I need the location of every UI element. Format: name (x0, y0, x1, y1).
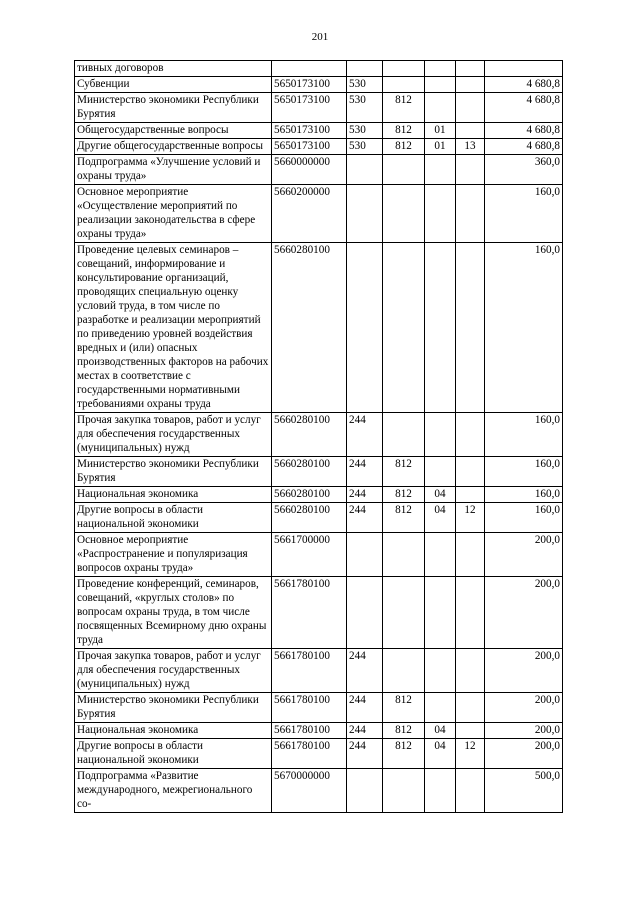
row-subsection-cell (456, 155, 485, 185)
row-expense-type-cell: 244 (347, 723, 383, 739)
row-ministry-cell: 812 (383, 739, 425, 769)
table-row (75, 577, 563, 649)
row-ministry-cell (383, 533, 425, 577)
row-name-cell: Основное мероприятие «Распространение и популяризация вопросов охраны труда» (75, 533, 272, 577)
row-subsection-cell: 12 (456, 503, 485, 533)
table-row (75, 77, 563, 93)
table-row (75, 723, 563, 739)
row-ministry-cell (383, 185, 425, 243)
row-section-cell (425, 243, 456, 413)
row-section-cell (425, 413, 456, 457)
row-code-cell: 5661780100 (272, 739, 347, 769)
row-code-cell: 5660280100 (272, 487, 347, 503)
row-expense-type-cell: 244 (347, 739, 383, 769)
row-section-cell (425, 533, 456, 577)
row-subsection-cell (456, 123, 485, 139)
row-code-cell: 5650173100 (272, 77, 347, 93)
row-sum-cell (485, 61, 563, 77)
row-expense-type-cell (347, 243, 383, 413)
row-sum-cell: 160,0 (485, 503, 563, 533)
row-subsection-cell (456, 533, 485, 577)
row-name-cell: Другие общегосударственные вопросы (75, 139, 272, 155)
row-section-cell: 01 (425, 139, 456, 155)
row-name-cell: Министерство экономики Республики Бурятия (75, 457, 272, 487)
row-subsection-cell (456, 693, 485, 723)
row-section-cell: 04 (425, 503, 456, 533)
row-name-cell: Проведение конференций, семинаров, совещаний, «круглых столов» по вопросам охраны труда, в том числе посвященных Всемирному дню охраны труда (75, 577, 272, 649)
row-code-cell: 5661780100 (272, 693, 347, 723)
row-subsection-cell (456, 649, 485, 693)
table-row (75, 649, 563, 693)
row-expense-type-cell: 244 (347, 649, 383, 693)
row-code-cell: 5661780100 (272, 649, 347, 693)
row-ministry-cell: 812 (383, 139, 425, 155)
row-ministry-cell (383, 649, 425, 693)
row-expense-type-cell (347, 577, 383, 649)
row-ministry-cell: 812 (383, 93, 425, 123)
row-expense-type-cell: 530 (347, 77, 383, 93)
row-expense-type-cell (347, 185, 383, 243)
table-row (75, 533, 563, 577)
row-sum-cell: 160,0 (485, 413, 563, 457)
row-name-cell: Проведение целевых семинаров – совещаний, информирование и консультирование организаций, проводящих специальную оценку условий труда, в том числе по разработке и реализации мероприятий по приведению уровней воздействия вредных и (или) опасных производственных факторов на рабочих местах в соответствие с государственными нормативными требованиями охраны труда (75, 243, 272, 413)
table-row (75, 93, 563, 123)
row-code-cell: 5660280100 (272, 243, 347, 413)
row-expense-type-cell (347, 533, 383, 577)
row-code-cell: 5661780100 (272, 577, 347, 649)
table-row (75, 413, 563, 457)
row-name-cell: Подпрограмма «Развитие международного, межрегионального со- (75, 769, 272, 813)
row-code-cell: 5650173100 (272, 139, 347, 155)
row-name-cell: Министерство экономики Республики Бурятия (75, 93, 272, 123)
row-subsection-cell (456, 185, 485, 243)
row-sum-cell: 360,0 (485, 155, 563, 185)
row-name-cell: Общегосударственные вопросы (75, 123, 272, 139)
row-section-cell (425, 577, 456, 649)
row-subsection-cell (456, 77, 485, 93)
row-ministry-cell (383, 61, 425, 77)
row-section-cell: 04 (425, 487, 456, 503)
row-section-cell (425, 77, 456, 93)
row-expense-type-cell: 530 (347, 139, 383, 155)
table-row (75, 61, 563, 77)
row-expense-type-cell: 244 (347, 503, 383, 533)
row-section-cell (425, 649, 456, 693)
row-code-cell: 5660280100 (272, 503, 347, 533)
row-sum-cell: 200,0 (485, 723, 563, 739)
table-row (75, 693, 563, 723)
table-row (75, 243, 563, 413)
row-subsection-cell (456, 61, 485, 77)
row-ministry-cell (383, 243, 425, 413)
row-sum-cell: 160,0 (485, 243, 563, 413)
row-code-cell: 5650173100 (272, 93, 347, 123)
row-expense-type-cell (347, 155, 383, 185)
row-sum-cell: 4 680,8 (485, 123, 563, 139)
row-section-cell (425, 185, 456, 243)
row-section-cell (425, 61, 456, 77)
table-row (75, 185, 563, 243)
row-expense-type-cell: 530 (347, 93, 383, 123)
row-subsection-cell: 13 (456, 139, 485, 155)
row-ministry-cell (383, 77, 425, 93)
table-row (75, 139, 563, 155)
row-sum-cell: 200,0 (485, 739, 563, 769)
table-row (75, 123, 563, 139)
row-name-cell: Национальная экономика (75, 487, 272, 503)
row-subsection-cell (456, 243, 485, 413)
row-subsection-cell: 12 (456, 739, 485, 769)
row-section-cell: 04 (425, 723, 456, 739)
row-name-cell: Министерство экономики Республики Бурятия (75, 693, 272, 723)
row-code-cell: 5660200000 (272, 185, 347, 243)
row-subsection-cell (456, 413, 485, 457)
table-row (75, 739, 563, 769)
table-row (75, 457, 563, 487)
row-section-cell (425, 693, 456, 723)
row-code-cell (272, 61, 347, 77)
row-ministry-cell (383, 577, 425, 649)
row-code-cell: 5661780100 (272, 723, 347, 739)
row-subsection-cell (456, 93, 485, 123)
table-row (75, 155, 563, 185)
row-ministry-cell (383, 155, 425, 185)
page-number: 201 (311, 31, 329, 43)
row-name-cell: Подпрограмма «Улучшение условий и охраны труда» (75, 155, 272, 185)
row-sum-cell: 4 680,8 (485, 93, 563, 123)
row-section-cell (425, 769, 456, 813)
row-sum-cell: 200,0 (485, 649, 563, 693)
row-sum-cell: 200,0 (485, 693, 563, 723)
row-sum-cell: 160,0 (485, 487, 563, 503)
budget-table-body (75, 61, 563, 813)
row-expense-type-cell (347, 61, 383, 77)
table-row (75, 487, 563, 503)
row-code-cell: 5660280100 (272, 413, 347, 457)
row-sum-cell: 4 680,8 (485, 77, 563, 93)
row-name-cell: Другие вопросы в области национальной экономики (75, 503, 272, 533)
row-name-cell: Национальная экономика (75, 723, 272, 739)
row-name-cell: Прочая закупка товаров, работ и услуг для обеспечения государственных (муниципальных) нужд (75, 649, 272, 693)
row-code-cell: 5660280100 (272, 457, 347, 487)
row-expense-type-cell: 244 (347, 487, 383, 503)
row-expense-type-cell: 244 (347, 693, 383, 723)
row-ministry-cell (383, 769, 425, 813)
table-row (75, 503, 563, 533)
row-subsection-cell (456, 769, 485, 813)
row-ministry-cell: 812 (383, 723, 425, 739)
row-section-cell (425, 155, 456, 185)
row-ministry-cell: 812 (383, 693, 425, 723)
budget-table (74, 60, 563, 813)
row-subsection-cell (456, 457, 485, 487)
row-ministry-cell (383, 413, 425, 457)
row-code-cell: 5650173100 (272, 123, 347, 139)
row-code-cell: 5661700000 (272, 533, 347, 577)
row-ministry-cell: 812 (383, 487, 425, 503)
row-sum-cell: 200,0 (485, 577, 563, 649)
row-section-cell (425, 93, 456, 123)
row-section-cell (425, 457, 456, 487)
row-ministry-cell: 812 (383, 457, 425, 487)
row-name-cell: Субвенции (75, 77, 272, 93)
row-sum-cell: 200,0 (485, 533, 563, 577)
row-name-cell: тивных договоров (75, 61, 272, 77)
row-sum-cell: 160,0 (485, 457, 563, 487)
row-subsection-cell (456, 723, 485, 739)
row-subsection-cell (456, 487, 485, 503)
row-ministry-cell: 812 (383, 503, 425, 533)
row-name-cell: Основное мероприятие «Осуществление мероприятий по реализации законодательства в сфере охраны труда» (75, 185, 272, 243)
row-code-cell: 5660000000 (272, 155, 347, 185)
row-ministry-cell: 812 (383, 123, 425, 139)
row-sum-cell: 160,0 (485, 185, 563, 243)
row-expense-type-cell (347, 769, 383, 813)
row-section-cell: 01 (425, 123, 456, 139)
row-code-cell: 5670000000 (272, 769, 347, 813)
row-sum-cell: 4 680,8 (485, 139, 563, 155)
row-subsection-cell (456, 577, 485, 649)
row-sum-cell: 500,0 (485, 769, 563, 813)
row-expense-type-cell: 244 (347, 457, 383, 487)
row-section-cell: 04 (425, 739, 456, 769)
row-name-cell: Прочая закупка товаров, работ и услуг для обеспечения государственных (муниципальных) нужд (75, 413, 272, 457)
row-name-cell: Другие вопросы в области национальной экономики (75, 739, 272, 769)
row-expense-type-cell: 530 (347, 123, 383, 139)
table-row (75, 769, 563, 813)
row-expense-type-cell: 244 (347, 413, 383, 457)
